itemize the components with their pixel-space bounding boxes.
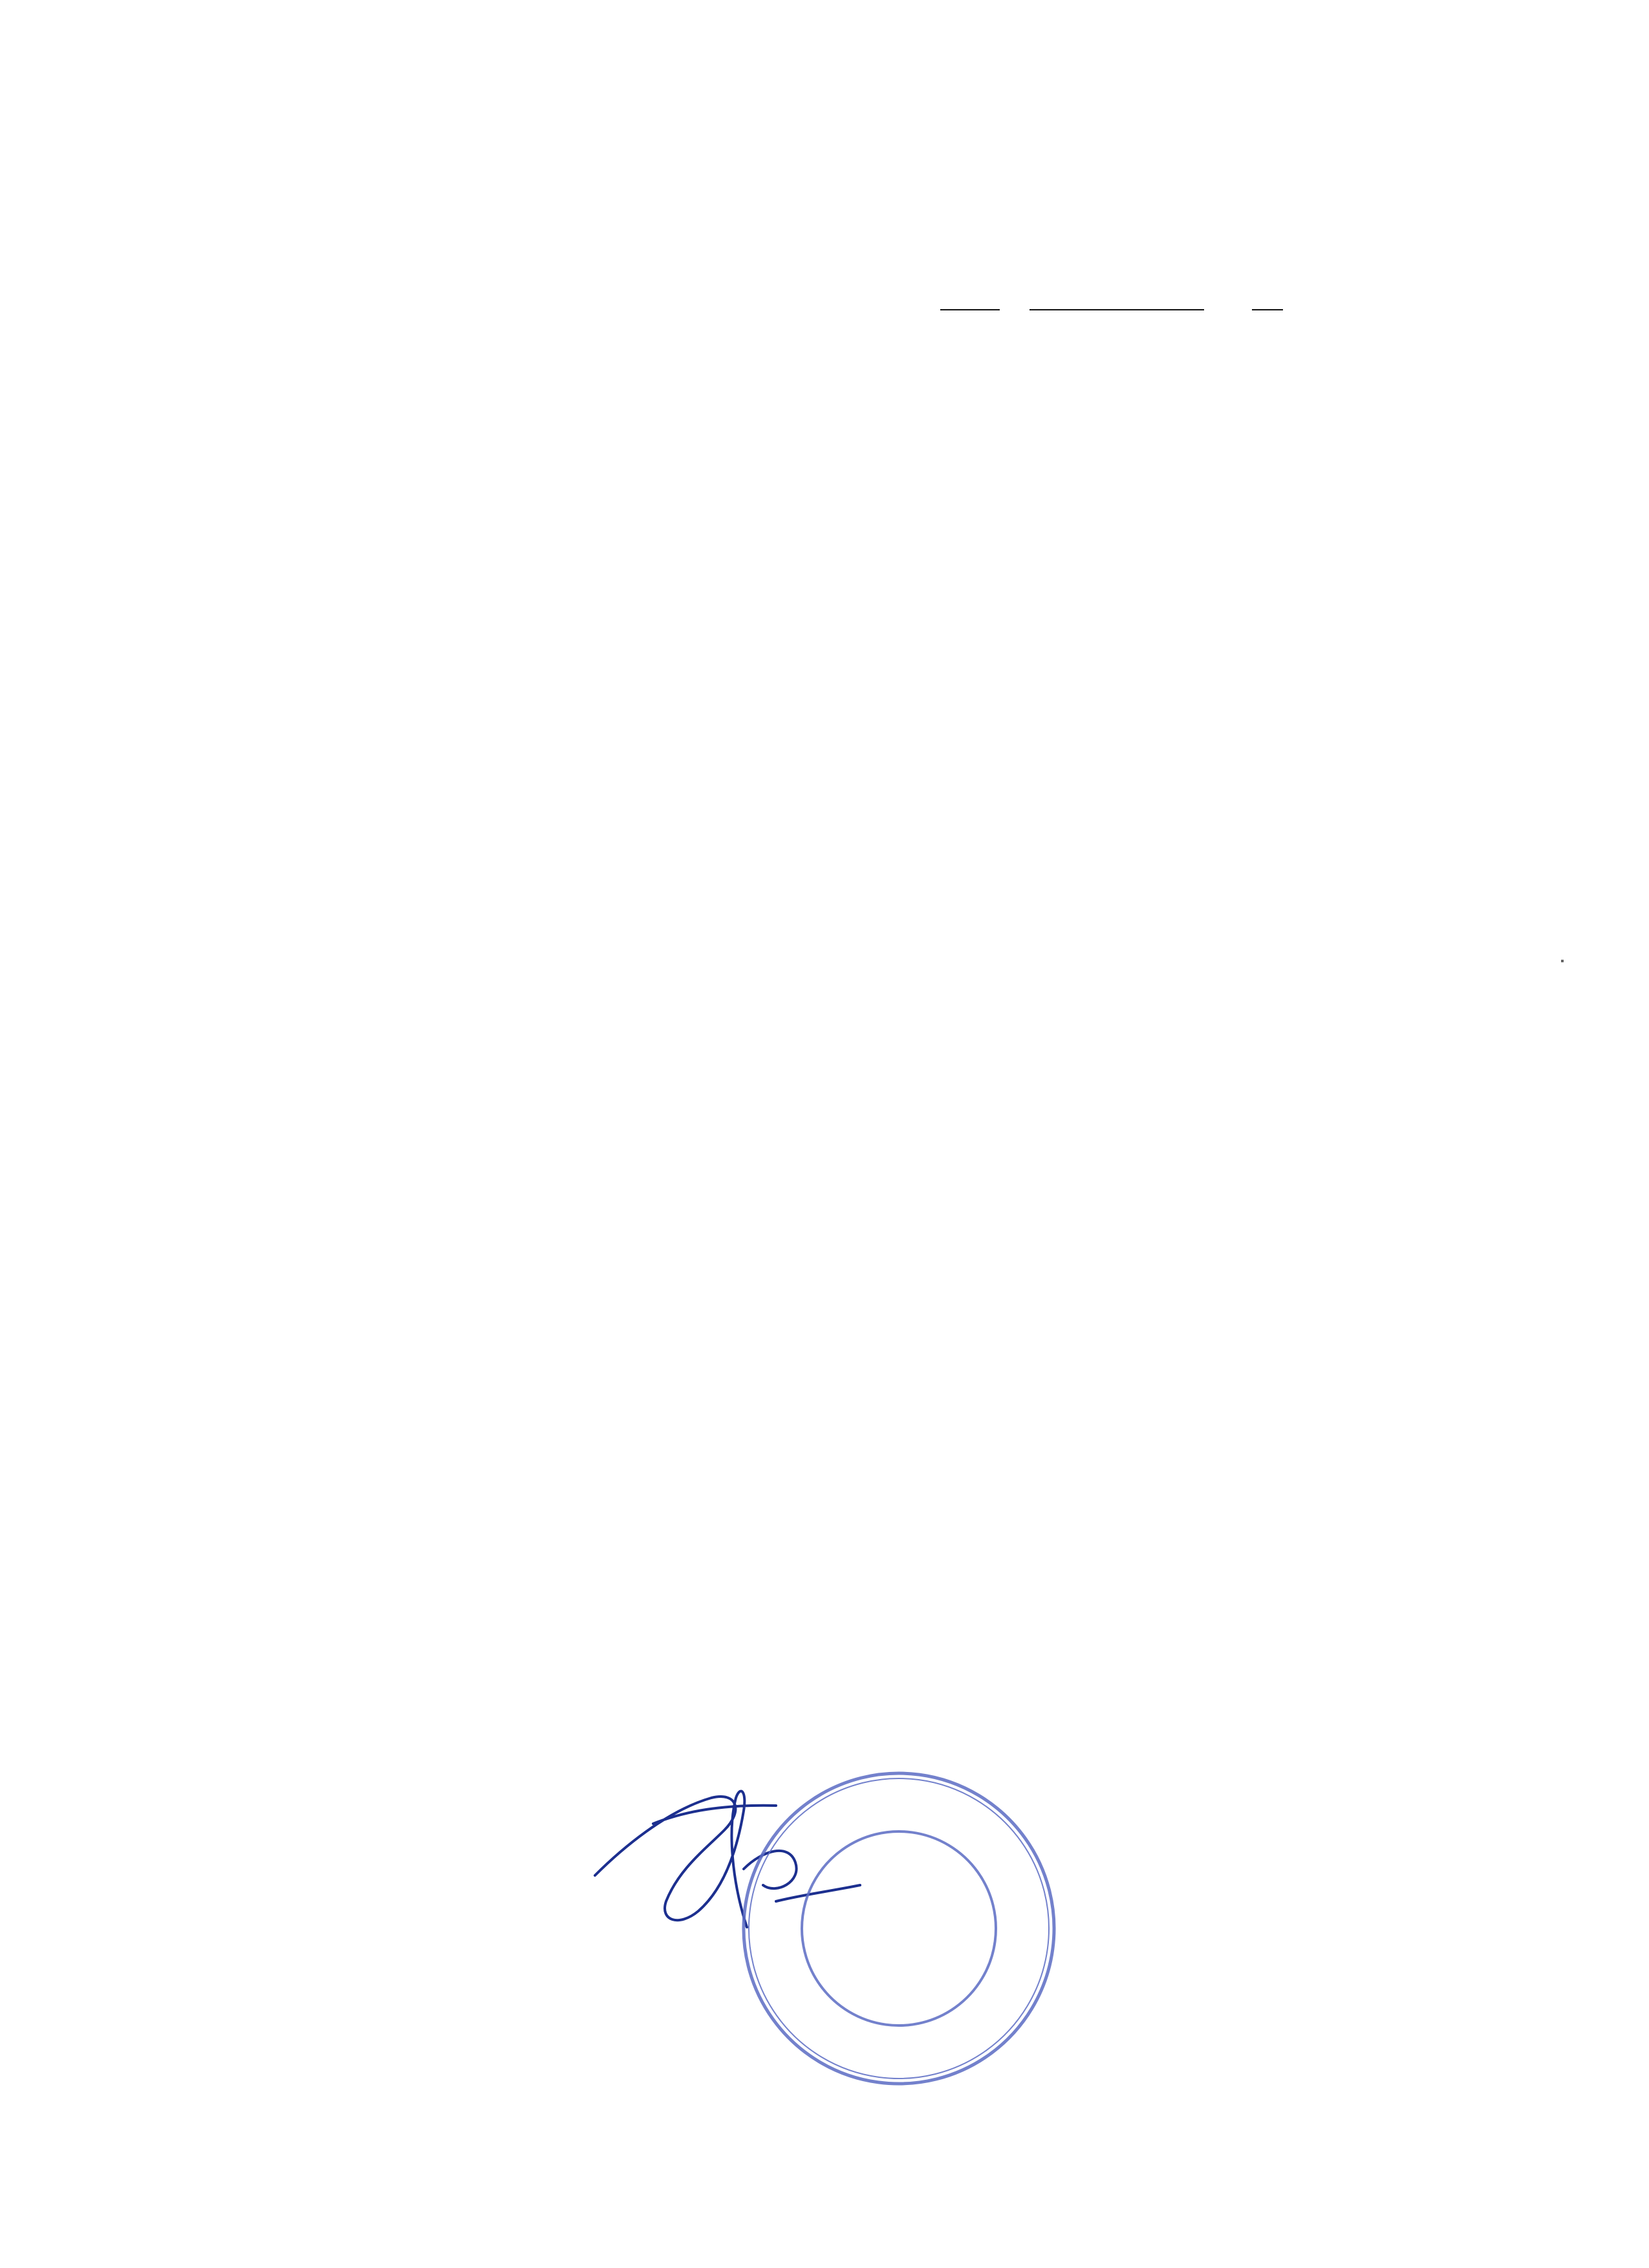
date-year-underline bbox=[1252, 309, 1283, 310]
date-day-underline bbox=[940, 309, 1000, 310]
official-stamp bbox=[731, 1760, 1067, 2097]
date-month-underline bbox=[1029, 309, 1204, 310]
date-field bbox=[923, 279, 1324, 318]
scan-speck bbox=[1561, 960, 1564, 962]
